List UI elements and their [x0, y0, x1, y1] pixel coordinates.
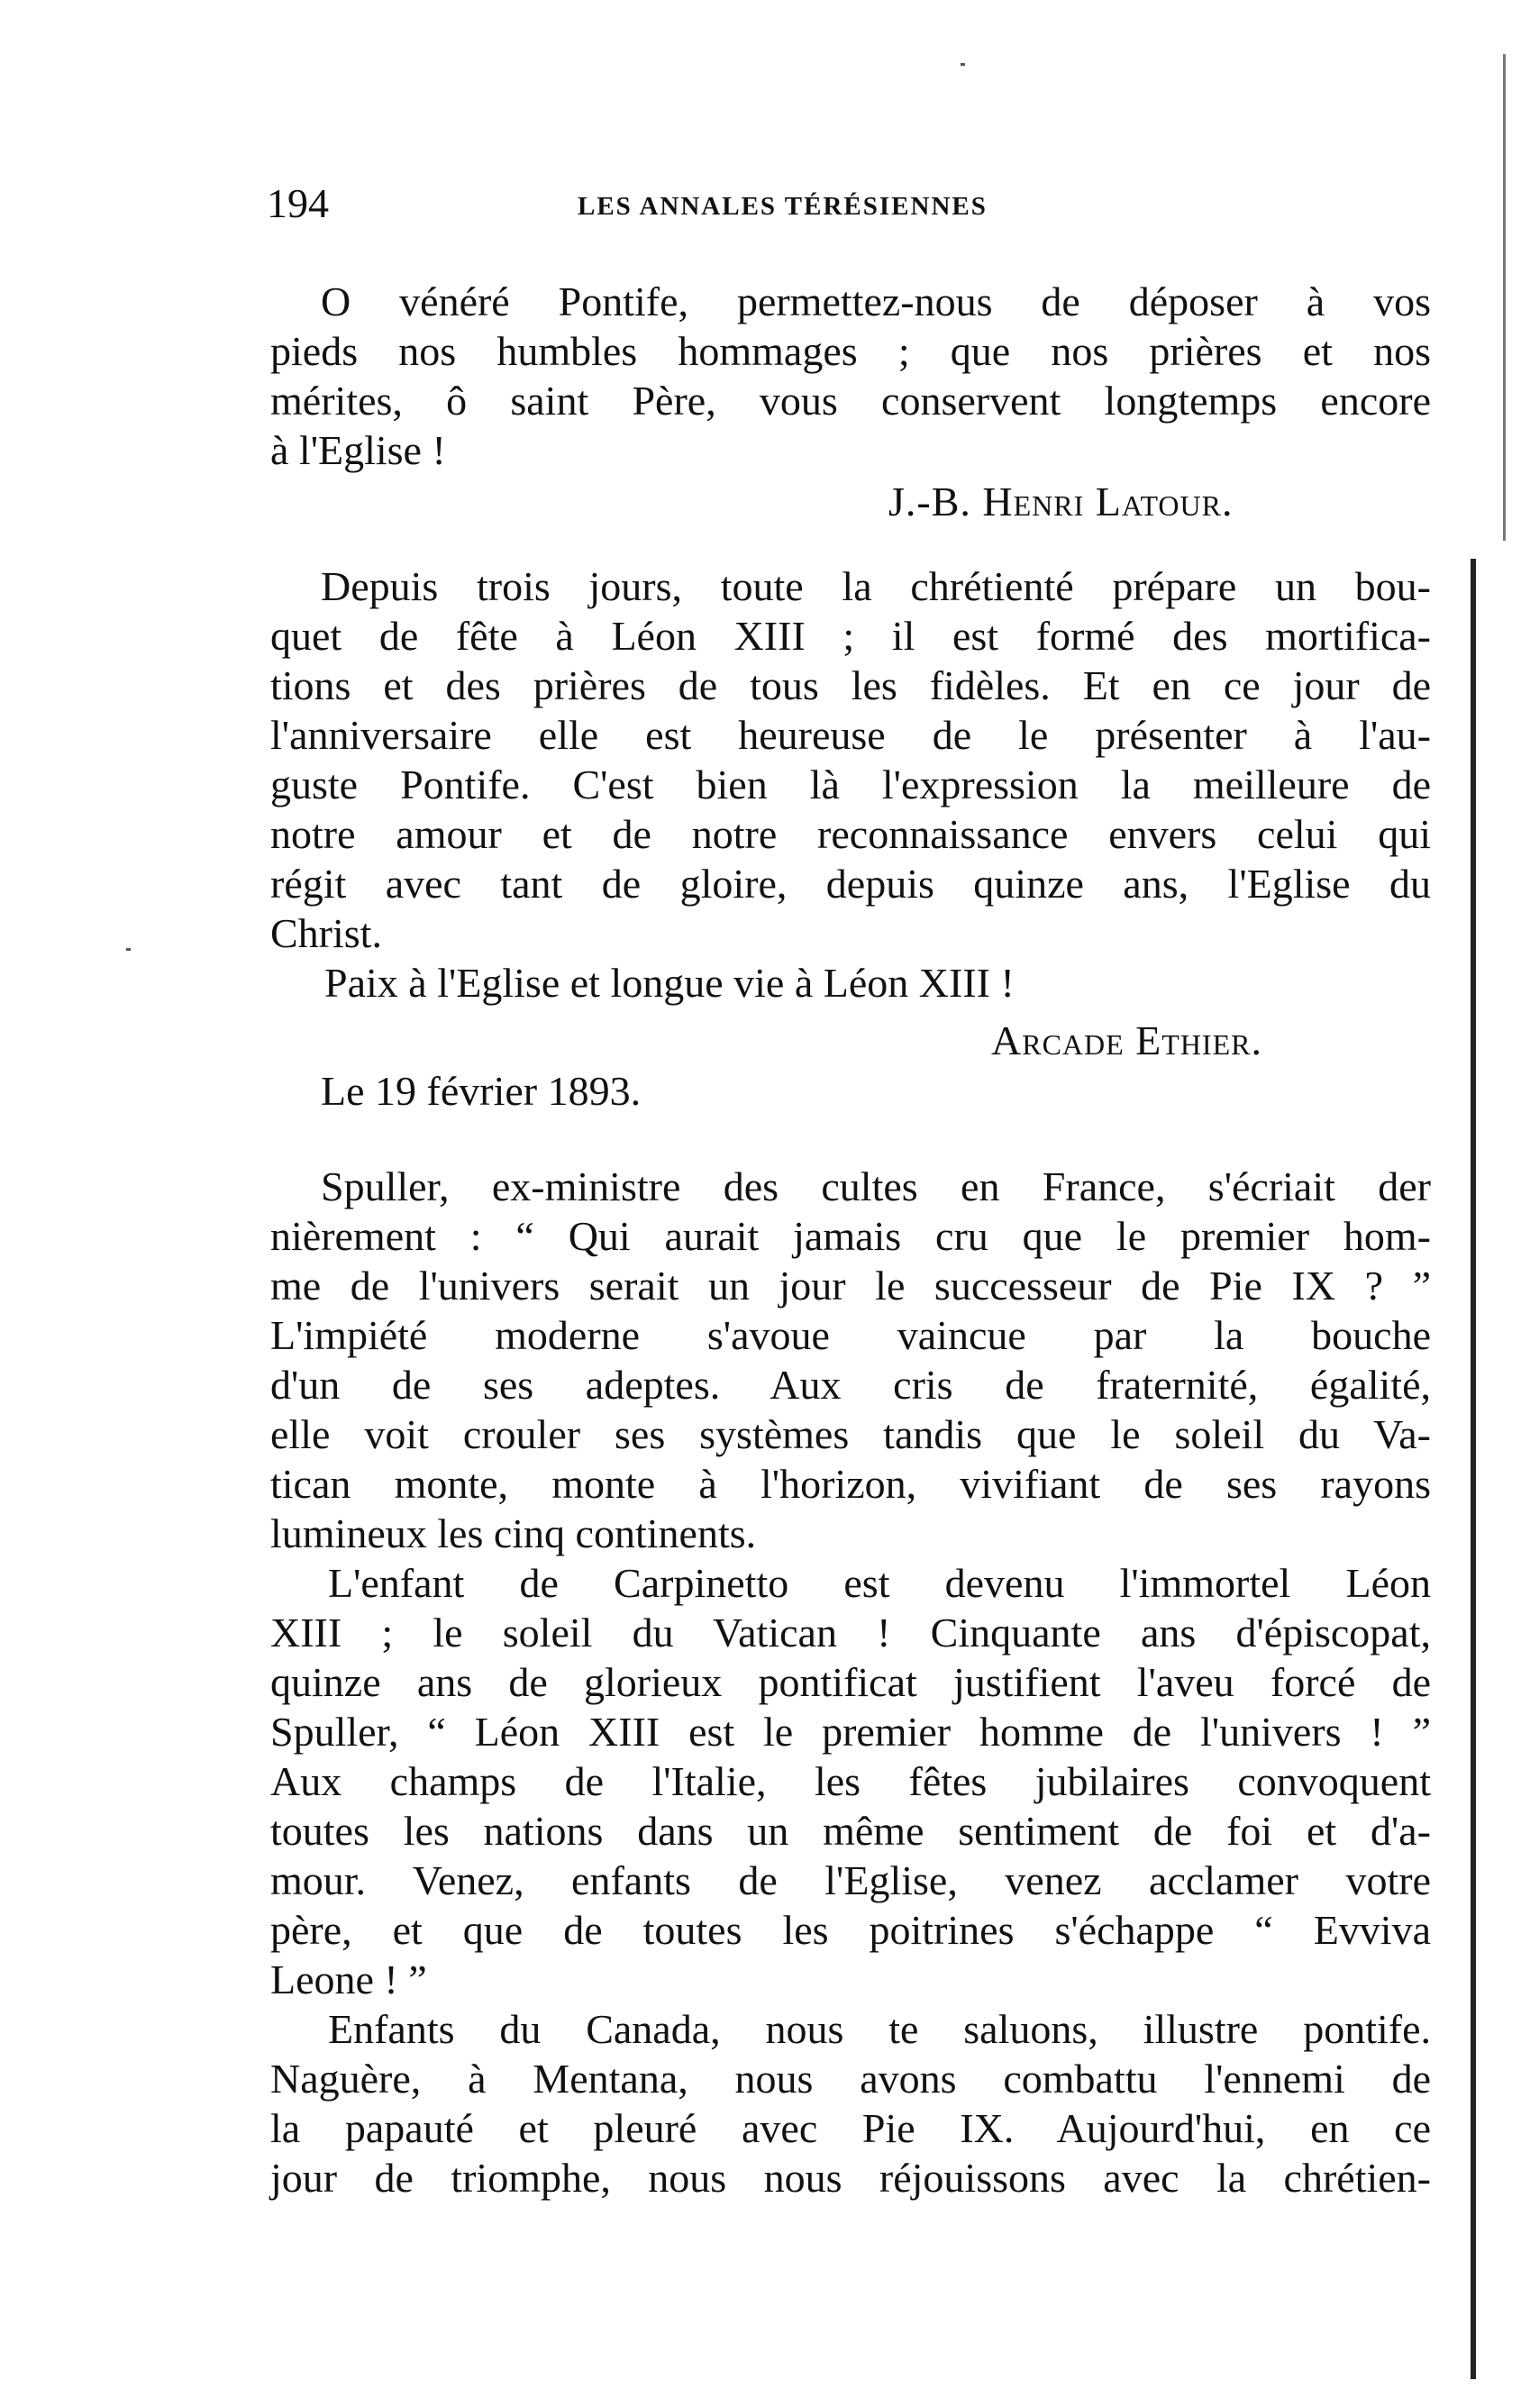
text-line: pieds nos humbles hommages ; que nos prières et nos: [270, 328, 1431, 374]
text-line: régit avec tant de gloire, depuis quinze ans, l'Eglise du: [270, 861, 1431, 907]
text-line: toutes les nations dans un même sentiment de foi et d'a-: [270, 1808, 1431, 1854]
text-line: quet de fête à Léon XIII ; il est formé des mortifica-: [270, 613, 1431, 659]
text-line: Naguère, à Mentana, nous avons combattu l'ennemi de: [270, 2056, 1431, 2102]
page-header: [267, 177, 1433, 231]
text-line: tican monte, monte à l'horizon, vivifiant de ses rayons: [270, 1461, 1431, 1507]
text-line: Aux champs de l'Italie, les fêtes jubilaires convoquent: [270, 1758, 1431, 1804]
text-line: Spuller, ex-ministre des cultes en France, s'écriait der: [321, 1163, 1431, 1209]
text-line: Enfants du Canada, nous te saluons, illustre pontife.: [328, 2006, 1431, 2052]
page-number: 194: [267, 180, 329, 226]
text-line: mérites, ô saint Père, vous conservent longtemps encore: [270, 378, 1431, 424]
text-line: me de l'univers serait un jour le successeur de Pie IX ? ”: [270, 1263, 1431, 1309]
text-line: nièrement : “ Qui aurait jamais cru que le premier hom-: [270, 1213, 1431, 1259]
text-line: d'un de ses adeptes. Aux cris de fraternité, égalité,: [270, 1362, 1431, 1408]
page-edge-rule: [1471, 559, 1476, 2379]
text-line: père, et que de toutes les poitrines s'échappe “ Evviva: [270, 1907, 1431, 1953]
text-line: Paix à l'Eglise et longue vie à Léon XIII !: [324, 960, 1015, 1006]
running-head: LES ANNALES TÉRÉSIENNES: [578, 192, 988, 221]
page-edge-top: [1503, 54, 1506, 541]
text-line: guste Pontife. C'est bien là l'expression la meilleure de: [270, 762, 1431, 807]
text-line: quinze ans de glorieux pontificat justifient l'aveu forcé de: [270, 1659, 1431, 1705]
signature-ethier: Arcade Ethier.: [991, 1017, 1262, 1063]
signature-latour: J.-B. Henri Latour.: [888, 479, 1234, 524]
text-line: lumineux les cinq continents.: [270, 1510, 757, 1556]
text-line: Christ.: [270, 910, 382, 956]
text-line: XIII ; le soleil du Vatican ! Cinquante ans d'épiscopat,: [270, 1610, 1431, 1656]
text-line: notre amour et de notre reconnaissance envers celui qui: [270, 811, 1431, 857]
date-line: Le 19 février 1893.: [321, 1068, 642, 1114]
text-line: elle voit crouler ses systèmes tandis que le soleil du Va-: [270, 1411, 1431, 1457]
text-line: Depuis trois jours, toute la chrétienté prépare un bou-: [321, 563, 1431, 609]
text-line: Spuller, “ Léon XIII est le premier homme de l'univers ! ”: [270, 1709, 1431, 1755]
text-line: L'impiété moderne s'avoue vaincue par la bouche: [270, 1312, 1431, 1358]
text-line: tions et des prières de tous les fidèles. Et en ce jour de: [270, 662, 1431, 708]
text-line: jour de triomphe, nous nous réjouissons avec la chrétien-: [270, 2155, 1431, 2201]
text-line: à l'Eglise !: [270, 427, 446, 473]
text-line: mour. Venez, enfants de l'Eglise, venez acclamer votre: [270, 1857, 1431, 1903]
text-line: L'enfant de Carpinetto est devenu l'immortel Léon: [328, 1560, 1431, 1606]
scan-speck: [961, 63, 965, 66]
text-line: la papauté et pleuré avec Pie IX. Aujourd'hui, en ce: [270, 2105, 1431, 2151]
text-line: O vénéré Pontife, permettez-nous de déposer à vos: [321, 278, 1431, 324]
text-line: l'anniversaire elle est heureuse de le présenter à l'au-: [270, 712, 1431, 758]
scan-speck: [126, 948, 131, 951]
text-line: Leone ! ”: [270, 1957, 427, 2002]
